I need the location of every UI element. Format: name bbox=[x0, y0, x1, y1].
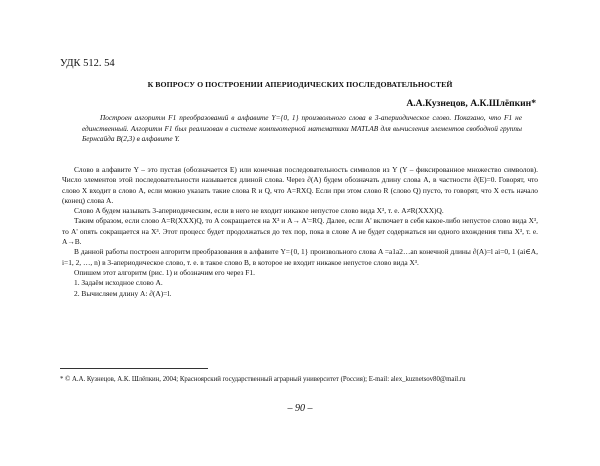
paragraph-describe: Опишем этот алгоритм (рис. 1) и обозначим его через F1. bbox=[74, 267, 255, 277]
paragraph-reduction: Таким образом, если слово A=R(XXX)Q, то A сокращается на X³ и A→ A'=RQ. Далее, если A' включает в себя какое-либо непустое слово вида X³, то A' опять сокращается на X³. Этот процесс будет продолжаться до тех пор, пока в слове A не будет содержаться ни одного вхождения типа X³, т. е. A→B. bbox=[62, 216, 538, 247]
footnote: * © А.А. Кузнецов, А.К. Шлёпкин, 2004; Красноярский государственный аграрный университет (Россия); E-mail: alex_kuznetsov80@mail.ru bbox=[60, 376, 466, 383]
footnote-separator bbox=[60, 368, 208, 369]
article-title: К ВОПРОСУ О ПОСТРОЕНИИ АПЕРИОДИЧЕСКИХ ПОСЛЕДОВАТЕЛЬНОСТЕЙ bbox=[147, 80, 453, 89]
paragraph-aperiodic: Слово A будем называть 3-апериодическим, если в него не входит никакое непустое слово вида X³, т. е. A≠R(XXX)Q. bbox=[74, 206, 444, 216]
udk-code: УДК 512. 54 bbox=[60, 58, 115, 69]
algorithm-step-1: 1. Задаём исходное слово A. bbox=[74, 278, 163, 288]
paragraph-algorithm: В данной работы построен алгоритм преобразования в алфавите Y={0, 1} произвольного слова A =a1a2…an конечной длины ∂(A)=l ai=0, 1 (ai∈A, i=1, 2, …, n) в 3-апериодическое слово, т. е. в такое слово B, в которое не входит никакое непустое слово вида X³. bbox=[62, 247, 538, 267]
article-abstract: Построен алгоритм F1 преобразований в алфавите Y={0, 1} произвольного слова в 3-апериодическое слово. Показано, что F1 не единственный. Алгоритм F1 был реализован в системе компьютерной математики MATLAB для вычисления элементов свободной группы Бернсайда B(2,3) в алфавите Y. bbox=[82, 113, 522, 143]
page-number: – 90 – bbox=[287, 403, 313, 414]
algorithm-step-2: 2. Вычисляем длину A: ∂(A)=l. bbox=[74, 288, 172, 298]
paragraph-definition: Слово в алфавите Y – это пустая (обозначается E) или конечная последовательность символов из Y (Y – фиксированное множество символов). Число элементов этой последовательности называется длиной слова. Через ∂(A) будем обозначать длину слова A, в частности ∂(E)=0. Говорят, что слово X входит в слово A, если можно указать такие слова R и Q, что A=RXQ. Если при этом слово R (слово Q) пусто, то говорят, что X есть начало (конец) слова A. bbox=[62, 165, 538, 205]
article-authors: А.А.Кузнецов, А.К.Шлёпкин* bbox=[406, 98, 536, 109]
article-body bbox=[62, 165, 538, 299]
